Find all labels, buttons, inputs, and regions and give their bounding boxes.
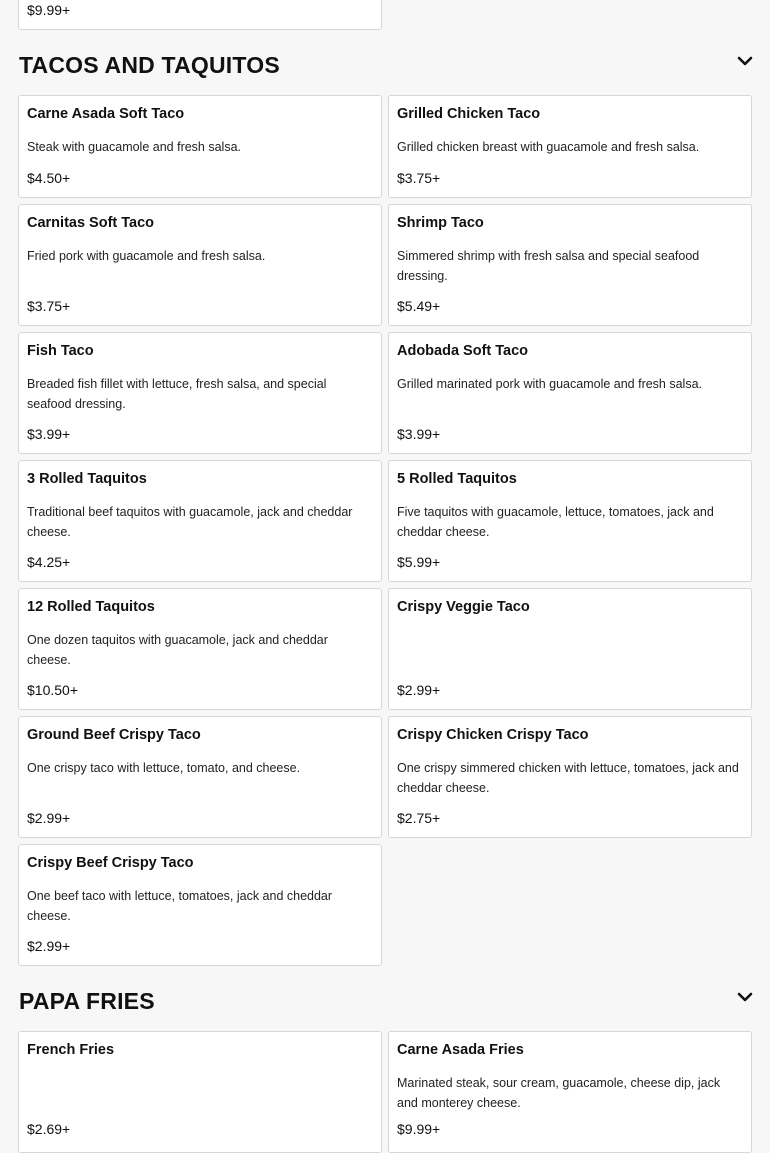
menu-item-card[interactable] [18,1031,382,1153]
item-description: Grilled marinated pork with guacamole and fresh salsa. [397,377,703,391]
item-price: $3.75+ [397,170,441,186]
menu-item-card[interactable] [388,332,752,454]
item-price: $9.99+ [27,2,71,18]
item-name: Adobada Soft Taco [397,343,529,359]
menu-item-card[interactable] [18,332,382,454]
item-name: Ground Beef Crispy Taco [27,727,201,743]
item-description: Steak with guacamole and fresh salsa. [27,140,242,154]
item-description: Fried pork with guacamole and fresh salsa. [27,249,266,263]
section-title-papa-fries: PAPA FRIES [19,988,155,1014]
item-description: Grilled chicken breast with guacamole and fresh salsa. [397,140,700,154]
item-price: $3.99+ [397,426,441,442]
menu-item-card[interactable] [18,204,382,326]
item-price: $3.75+ [27,298,71,314]
item-price: $4.25+ [27,554,71,570]
item-name: Crispy Chicken Crispy Taco [397,727,589,743]
menu-item-card[interactable] [18,716,382,838]
item-description: Five taquitos with guacamole, lettuce, tomatoes, jack and cheddar cheese. [397,505,714,539]
item-price: $3.99+ [27,426,71,442]
item-price: $5.49+ [397,298,441,314]
item-description: One beef taco with lettuce, tomatoes, jack and cheddar cheese. [27,889,333,923]
item-price: $2.99+ [27,810,71,826]
menu-item-card[interactable] [388,204,752,326]
chevron-down-icon[interactable] [736,55,754,69]
menu-item-card[interactable] [388,460,752,582]
item-name: Crispy Beef Crispy Taco [27,855,194,871]
item-price: $10.50+ [27,682,78,698]
item-name: Carnitas Soft Taco [27,215,155,231]
item-description: Traditional beef taquitos with guacamole, jack and cheddar cheese. [27,505,353,539]
item-name: Crispy Veggie Taco [397,599,530,615]
item-price: $2.99+ [27,938,71,954]
menu-item-card[interactable] [18,0,382,30]
item-name: 12 Rolled Taquitos [27,599,155,615]
menu-item-card[interactable] [388,716,752,838]
menu-item-card[interactable] [18,95,382,198]
menu-item-card[interactable] [18,460,382,582]
item-price: $9.99+ [397,1121,441,1137]
item-description: Marinated steak, sour cream, guacamole, cheese dip, jack and monterey cheese. [397,1076,721,1110]
section-title-tacos: TACOS AND TAQUITOS [19,52,280,78]
item-name: French Fries [27,1042,115,1058]
menu-item-card[interactable] [388,1031,752,1153]
chevron-down-icon[interactable] [736,991,754,1005]
item-price: $2.99+ [397,682,441,698]
item-name: Carne Asada Fries [397,1042,524,1058]
item-name: Carne Asada Soft Taco [27,106,185,122]
item-description: One crispy simmered chicken with lettuce, tomatoes, jack and cheddar cheese. [397,761,739,795]
menu-item-card[interactable] [388,95,752,198]
item-name: Shrimp Taco [397,215,484,231]
item-description: Breaded fish fillet with lettuce, fresh salsa, and special seafood dressing. [27,377,327,411]
menu-item-card[interactable] [388,588,752,710]
item-price: $2.69+ [27,1121,71,1137]
item-name: Fish Taco [27,343,94,359]
item-price: $2.75+ [397,810,441,826]
menu-item-card[interactable] [18,844,382,966]
menu-item-card[interactable] [18,588,382,710]
item-price: $5.99+ [397,554,441,570]
item-description: One crispy taco with lettuce, tomato, and cheese. [27,761,301,775]
item-name: 3 Rolled Taquitos [27,471,147,487]
item-description: Simmered shrimp with fresh salsa and special seafood dressing. [397,249,700,283]
item-name: 5 Rolled Taquitos [397,471,517,487]
item-description: One dozen taquitos with guacamole, jack and cheddar cheese. [27,633,328,667]
item-name: Grilled Chicken Taco [397,106,541,122]
item-price: $4.50+ [27,170,71,186]
